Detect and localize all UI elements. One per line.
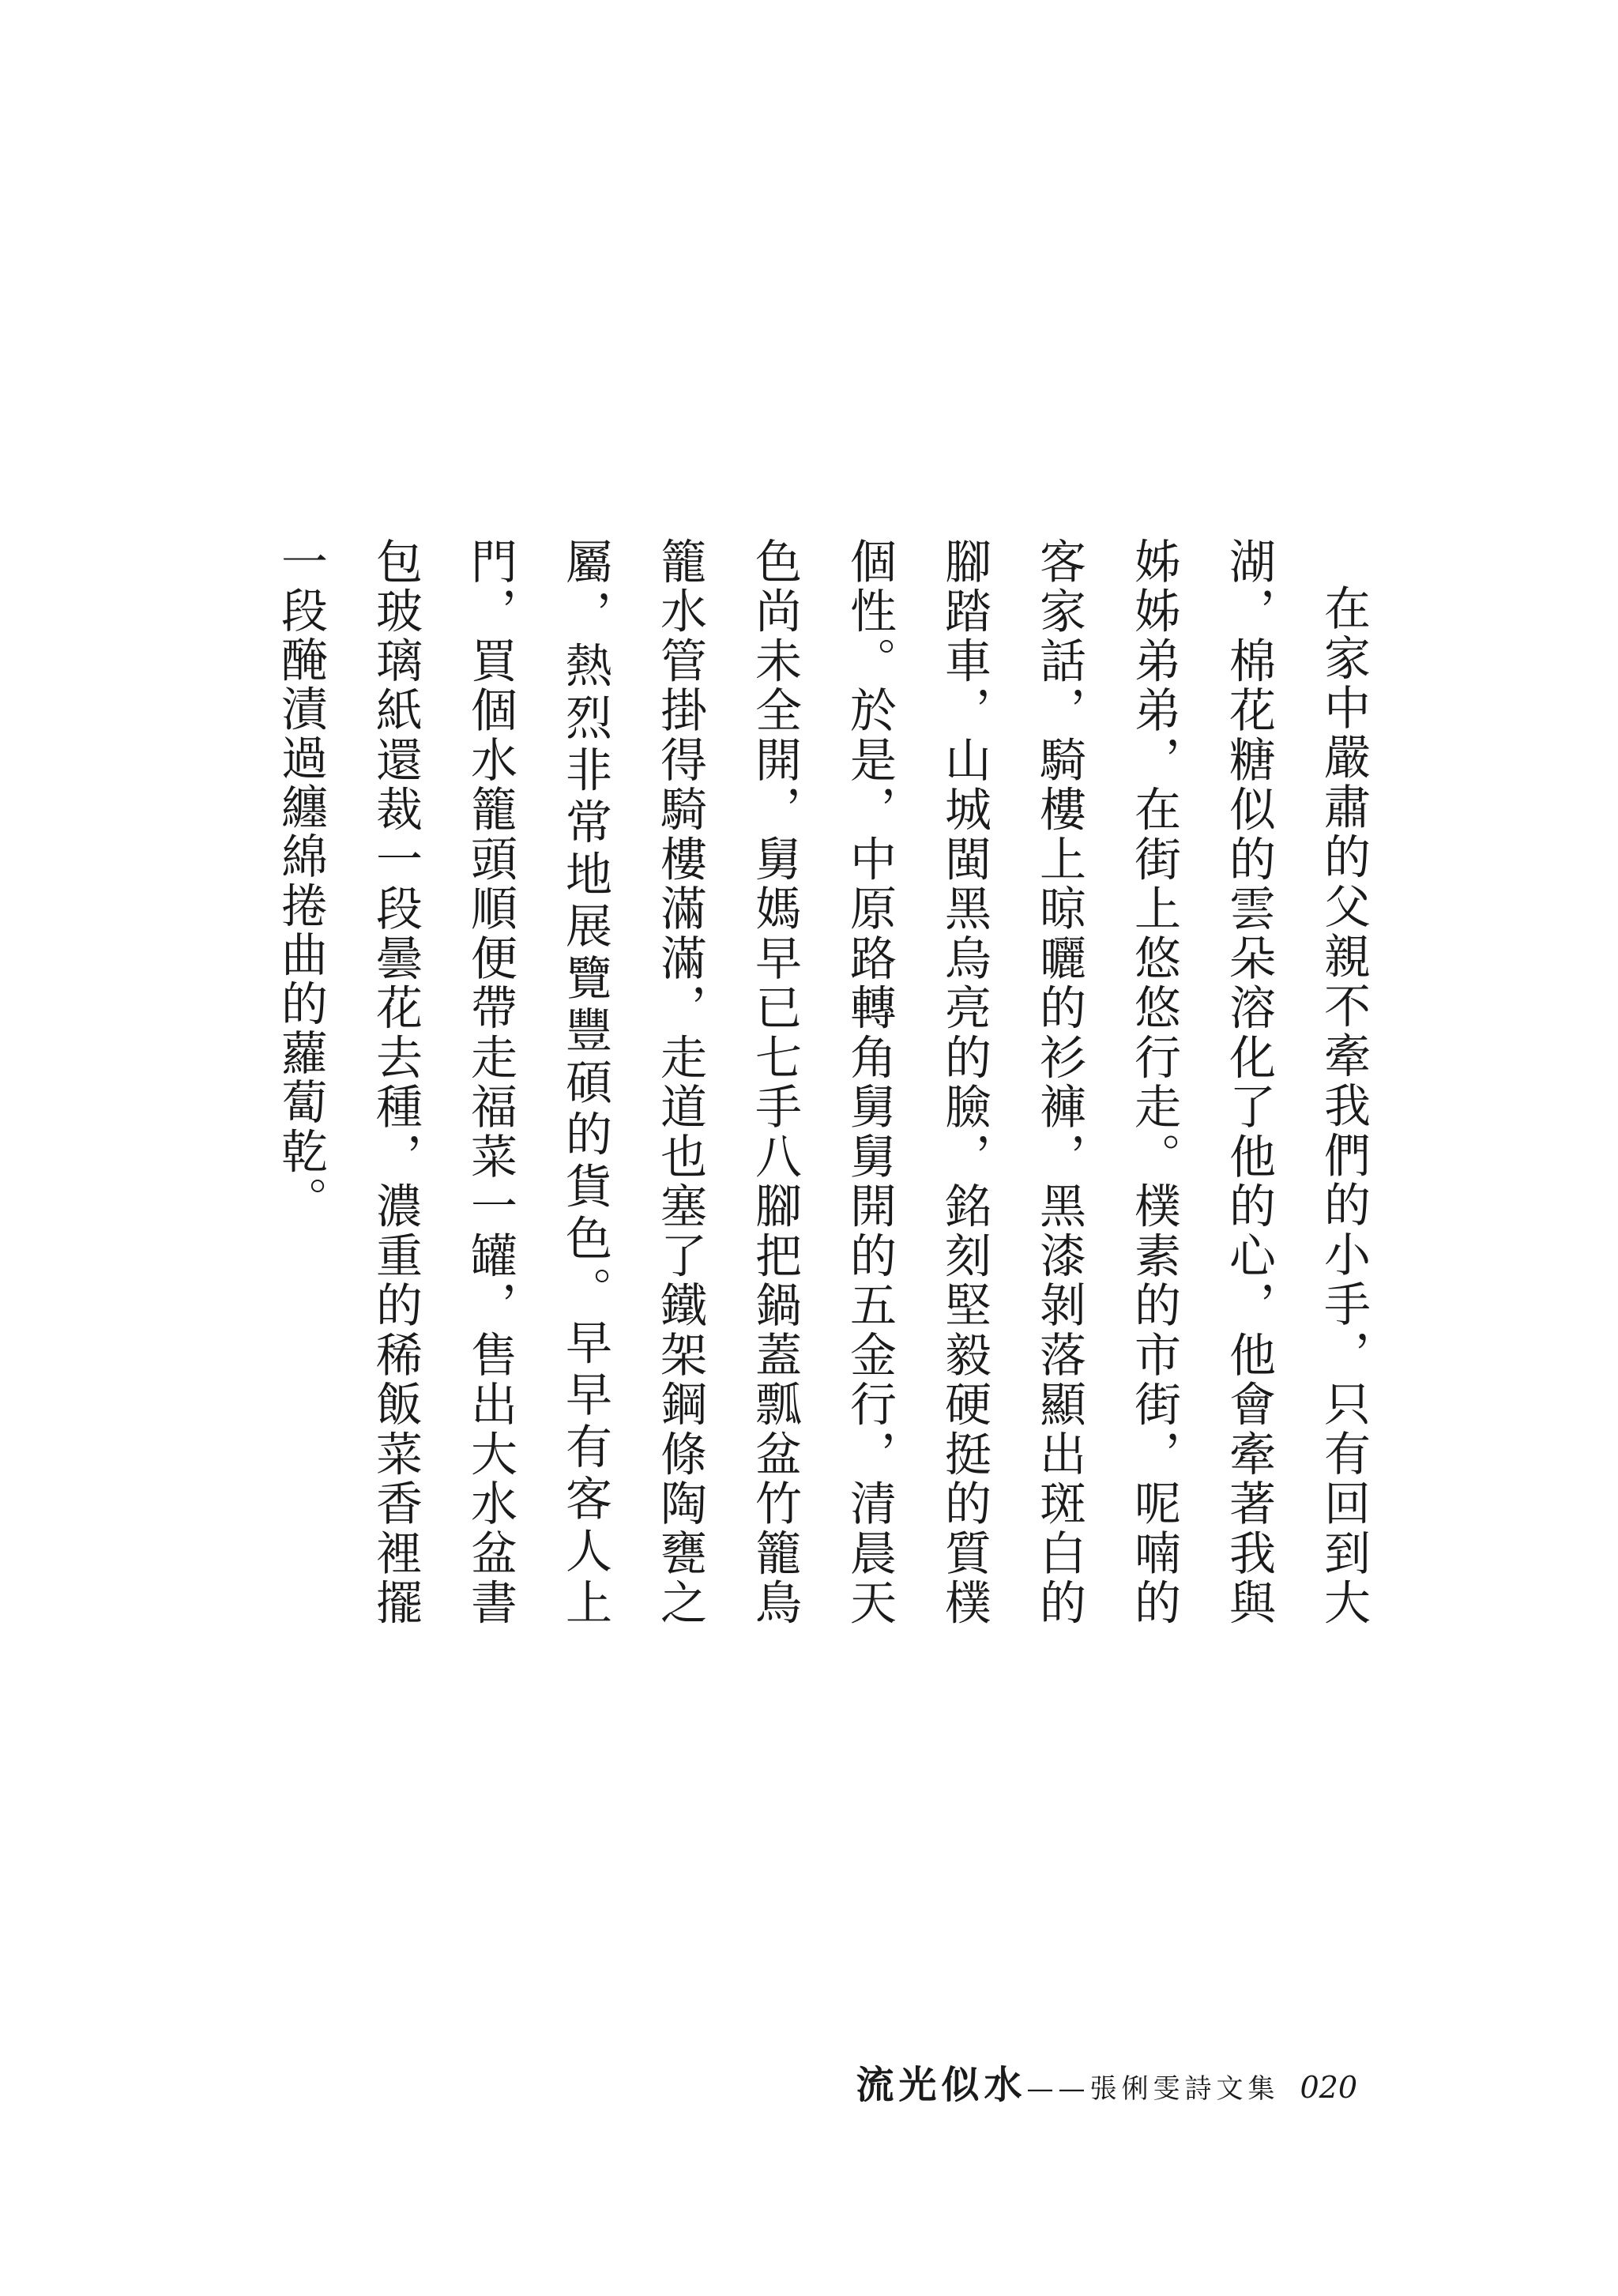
page-number: 020 (1300, 2070, 1357, 2105)
author-line: ——張俐雯詩文集 (1026, 2073, 1280, 2105)
book-title: 流光似水 (856, 2063, 1027, 2107)
body-paragraph: 在家中嚴肅的父親不牽我們的小手，只有回到大湖，棉花糖似的雲朵溶化了他的心，他會牽著我與姊姊弟弟，在街上悠悠行走。樸素的市街，呢喃的客家話，騎樓上晾曬的衫褲，黑漆剝落顯出斑白的腳踏車，山城閩黑烏亮的臉，銘刻堅毅硬挺的質樸個性。於是，中原路轉角舅舅開的五金行，清晨天色尚未全開，舅媽早已七手八腳把鍋蓋瓢盆竹籠鳥籠水管掛得騎樓滿滿，走道也塞了鐵架鋼條陶甕之屬，熱烈非常地展覽豐碩的貨色。早早有客人上門，買個水籠頭順便帶走福菜一罐，售出大水盆書包玻璃紙還裁一段曇花去種，濃重的稀飯菜香裡擺一段醃漬過纏綿捲曲的蘿蔔乾。 (273, 537, 1371, 1628)
page-footer (856, 2054, 1357, 2109)
